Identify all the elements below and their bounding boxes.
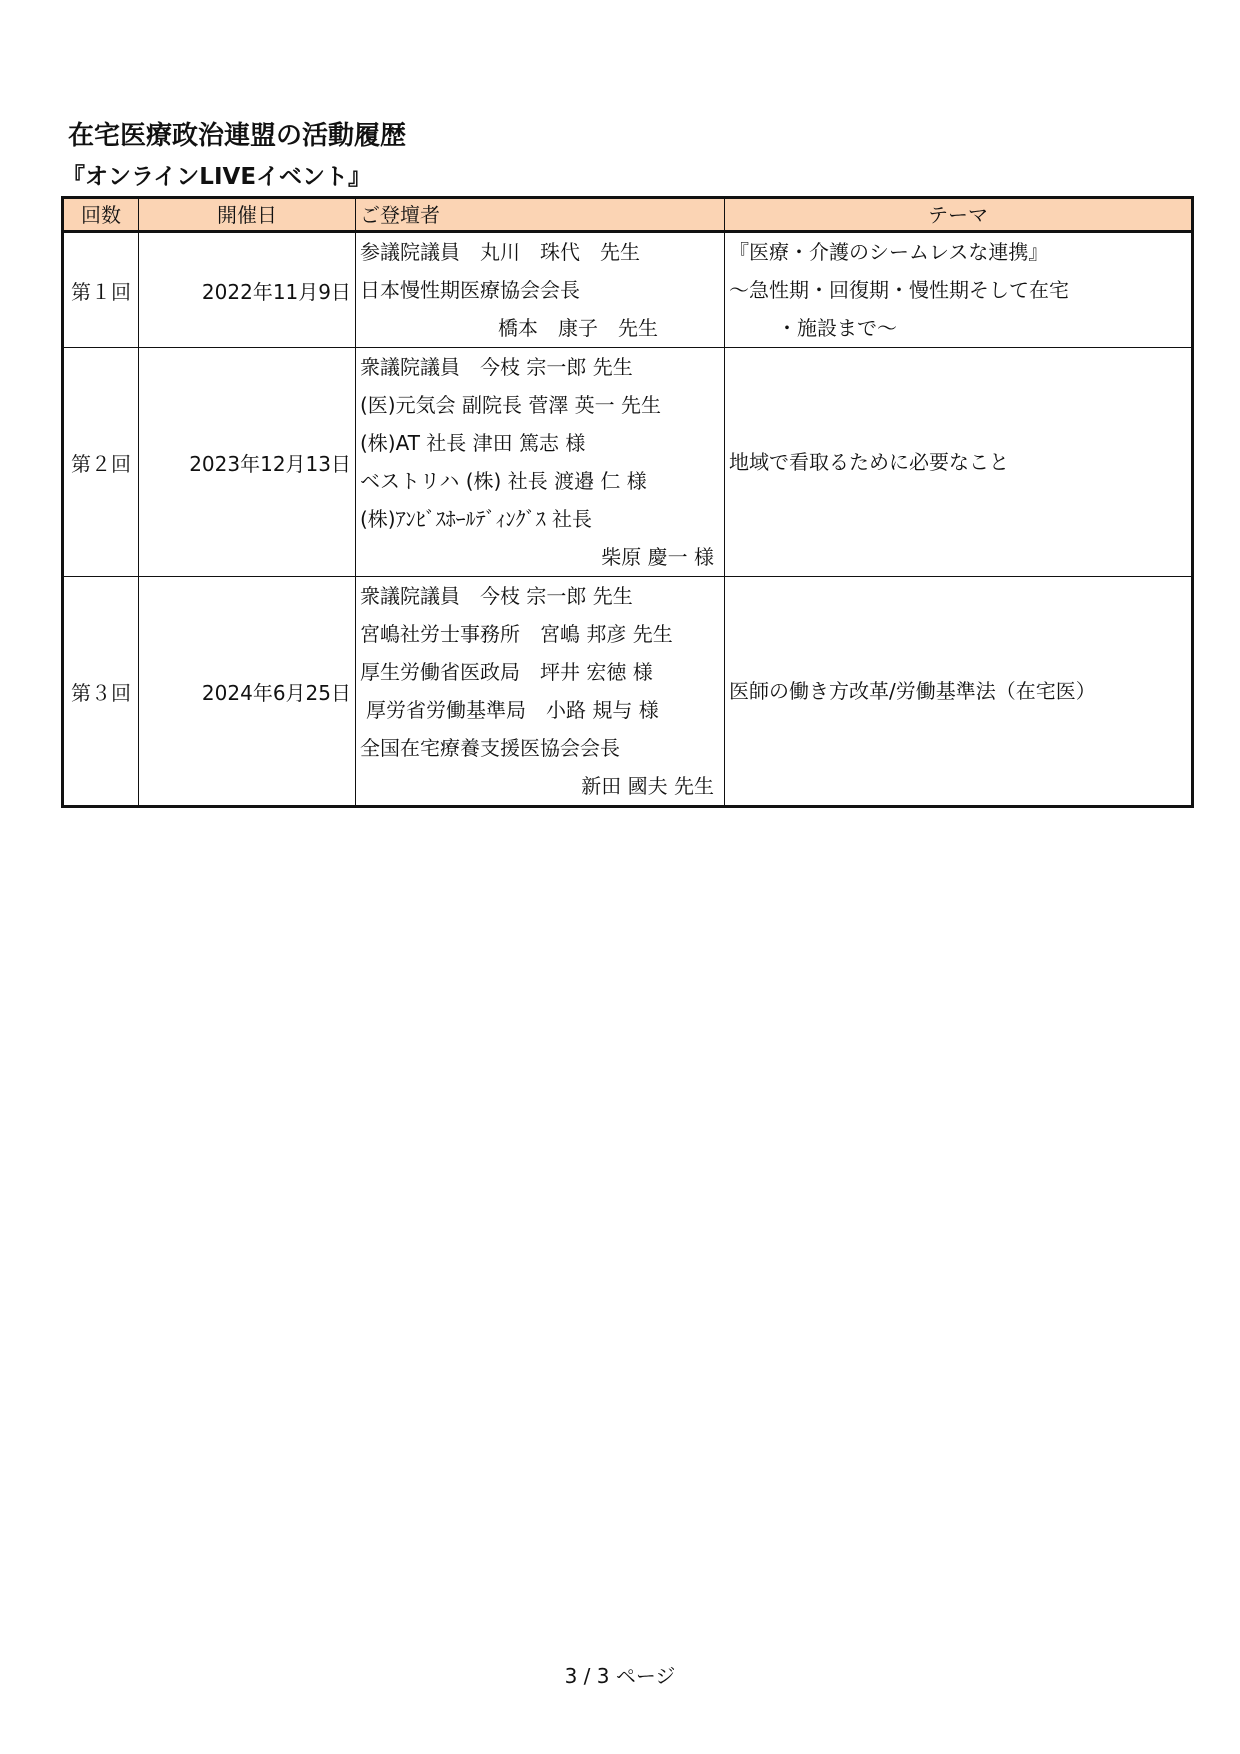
speaker-line: 参議院議員 丸川 珠代 先生	[360, 240, 640, 264]
speaker-line: (医)元気会 副院長 菅澤 英一 先生	[360, 393, 662, 417]
speaker-line: 宮嶋社労士事務所 宮嶋 邦彦 先生	[360, 622, 673, 646]
header-speakers: ご登壇者	[356, 198, 725, 232]
speaker-line: 全国在宅療養支援医協会会長	[360, 736, 620, 760]
theme-line: ～急性期・回復期・慢性期そして在宅	[729, 278, 1069, 302]
document-subtitle: 『オンラインLIVEイベント』	[62, 164, 372, 190]
speaker-line: 衆議院議員 今枝 宗一郎 先生	[360, 584, 633, 608]
speaker-line: 新田 國夫 先生	[581, 774, 714, 798]
row-speakers	[356, 232, 725, 348]
speaker-line: 柴原 慶一 様	[601, 545, 714, 569]
speaker-line: 厚労省労働基準局 小路 規与 様	[366, 698, 659, 722]
theme-line: 地域で看取るために必要なこと	[729, 450, 1009, 474]
row-theme	[725, 348, 1193, 577]
speaker-line: (株)AT 社長 津田 篤志 様	[360, 431, 586, 455]
speaker-line: (株)ｱﾝﾋﾞｽﾎｰﾙﾃﾞｨﾝｸﾞｽ 社長	[360, 507, 592, 531]
row-number: 第３回	[63, 577, 139, 807]
events-table	[61, 196, 1194, 808]
row-theme	[725, 577, 1193, 807]
table-row	[63, 348, 1193, 577]
header-date: 開催日	[139, 198, 356, 232]
table-row	[63, 232, 1193, 348]
speaker-line: 衆議院議員 今枝 宗一郎 先生	[360, 355, 633, 379]
row-number: 第１回	[63, 232, 139, 348]
page-number: 3 / 3 ページ	[564, 1664, 676, 1688]
document-title: 在宅医療政治連盟の活動履歴	[68, 121, 407, 151]
theme-line: 『医療・介護のシームレスな連携』	[729, 240, 1049, 264]
header-count: 回数	[63, 198, 139, 232]
speaker-line: 橋本 康子 先生	[498, 316, 658, 340]
row-date: 2023年12月13日	[139, 348, 356, 577]
table-row	[63, 577, 1193, 807]
row-date: 2024年6月25日	[139, 577, 356, 807]
row-theme	[725, 232, 1193, 348]
theme-line: 医師の働き方改革/労働基準法（在宅医）	[729, 679, 1096, 703]
row-speakers	[356, 577, 725, 807]
row-number: 第２回	[63, 348, 139, 577]
table-header-row	[63, 198, 1193, 232]
row-speakers	[356, 348, 725, 577]
speaker-line: 日本慢性期医療協会会長	[360, 278, 580, 302]
header-theme: テーマ	[725, 198, 1193, 232]
row-date: 2022年11月9日	[139, 232, 356, 348]
speaker-line: ベストリハ (株) 社長 渡邉 仁 様	[360, 469, 647, 493]
theme-line: ・施設まで～	[777, 316, 897, 340]
speaker-line: 厚生労働省医政局 坪井 宏徳 様	[360, 660, 653, 684]
